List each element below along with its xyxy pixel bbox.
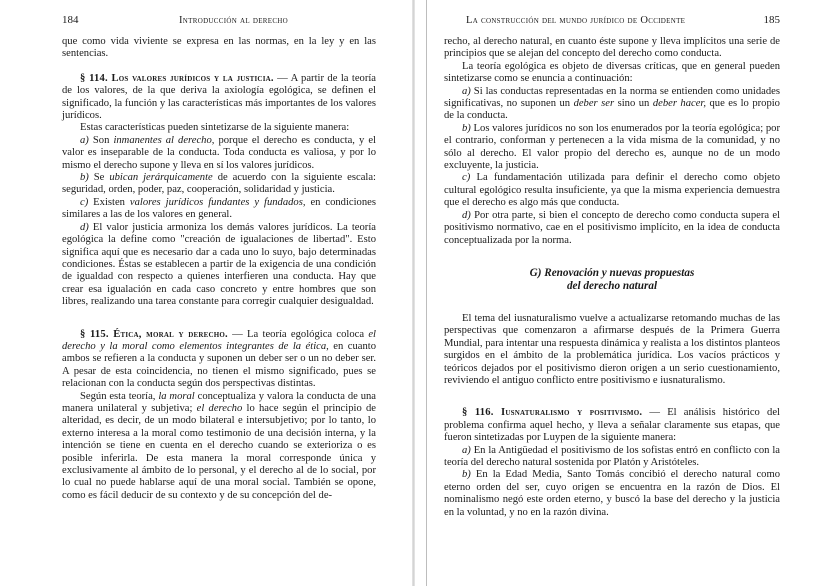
left-continuation-paragraph: que como vida viviente se expresa en las normas, en la ley y en las sentencias. (62, 36, 376, 60)
criticism-intro: La teoría egológica es objeto de diversas críticas, que en general pueden sintetizarse como se enuncia a continuación: (444, 60, 780, 85)
list-item-d: d) El valor justicia armoniza los demás valores jurídicos. La teoría egológica la define como "creación de igualaciones de libertad". Esto significa aquí que es necesario dar a cada uno lo suyo, bajo determinadas condiciones. Éstas se establecen a partir de la exigencia de una condición de igualdad con respecto a quienes interfieren una conducta. Hay que crear esa igualación en cada caso concreto y entre hombres que son libres, realizando una tarea constante para corregir cualquier desigualdad. (62, 221, 376, 308)
list-item-b: b) Se ubican jerárquicamente de acuerdo con la siguiente escala: seguridad, orden, poder, paz, cooperación, solidaridad y justicia. (62, 172, 376, 196)
criticism-item-a: a) Si las conductas representadas en la norma se entienden como unidades significativas, no suponen un deber ser sino un deber hacer, que es lo propio de la conducta. (444, 85, 780, 122)
criticism-item-d: d) Por otra parte, si bien el concepto de derecho como conducta supera el positivismo normativo, cae en el positivismo implícito, en la idea de conducta conceptualizada por la norma. (444, 209, 780, 246)
section-114-title: § 114. Los valores jurídicos y la justicia. (80, 72, 274, 84)
left-running-head (62, 14, 376, 28)
section-heading-g: G) Renovación y nuevas propuestas del derecho natural (529, 266, 695, 292)
moral-law-paragraph: Según esta teoría, la moral conceptualiza y valora la conducta de una manera unilateral y subjetiva; el derecho lo hace según el principio de alteridad, es decir, de un modo bilateral e intersubjetivo; por lo tanto, lo externo interesa a la moral como testimonio de una decisión interna, y la intención se tiene en cuenta en el derecho cuando se exterioriza o es posible inferirla. De esta manera la moral corresponde única y exclusivamente al ámbito de lo personal, y el derecho al de lo social, por lo cual no puede hablarse aquí de una moral social. También se opone, como es fácil deducir de su contexto y de su concepción del de- (62, 390, 376, 501)
right-running-title: La construcción del mundo jurídico de Occidente (466, 15, 686, 26)
section-116-paragraph: § 116. Iusnaturalismo y positivismo. — El análisis histórico del problema confirma aquel hecho, y lleva a señalar claramente sus etapas, que fueron sintetizadas por Luypen de la siguiente manera: (444, 407, 780, 444)
list-item-a: a) Son inmanentes al derecho, porque el derecho es conducta, y el valor es inseparable de la conducta. Toda conducta es valiosa, y por lo mismo el derecho supone y lleva en sí los valores jurídicos. (62, 134, 376, 171)
right-running-head (444, 14, 780, 28)
list-item-c: c) Existen valores jurídicos fundantes y fundados, en condiciones similares a las de los valores en general. (62, 196, 376, 221)
left-running-title: Introducción al derecho (179, 15, 288, 26)
criticism-item-c: c) La fundamentación utilizada para definir el derecho como objeto cultural egológico resulta insuficiente, ya que la misma experiencia demuestra que el derecho es algo más que conducta. (444, 172, 780, 209)
section-116-title: § 116. Iusnaturalismo y positivismo. (462, 407, 643, 419)
stage-item-b: b) En la Edad Media, Santo Tomás concibió el derecho natural como eterno orden del ser, cuyo origen se encuentra en la razón de Dios. El nominalismo negó este orden eterno, y buscó la base del derecho y la justicia en la voluntad, y no en la razón divina. (444, 469, 780, 518)
right-continuation-paragraph: recho, al derecho natural, en cuanto éste supone y lleva implícitos una serie de principios que se alejan del concepto del derecho como conducta. (444, 36, 780, 60)
section-115-title: § 115. Ética, moral y derecho. (80, 328, 228, 340)
section-114-paragraph: § 114. Los valores jurídicos y la justicia. — A partir de la teoría de los valores, de la que deriva la axiología egológica, se definen el significado, la función y las características más importantes de los valores jurídicos. (62, 72, 377, 122)
right-page (414, 0, 828, 586)
section-115-paragraph: § 115. Ética, moral y derecho. — La teoría egológica coloca el derecho y la moral como elementos integrantes de la ética, en cuanto ambos se refieren a la conducta y suponen un deber ser o un no deber ser. A pesar de esta coincidencia, no tienen el mismo significado, pues se relacionan con la conducta según dos perspectivas distintas. (62, 328, 376, 390)
criticism-item-b: b) Los valores jurídicos no son los enumerados por la teoría egológica; por el contrario, conforman y pertenecen a la vida misma de la comunidad, y no sólo al derecho. El valor propio del derecho es, aunque no de un modo excluyente, la justicia. (444, 122, 780, 172)
stage-item-a: a) En la Antigüedad el positivismo de los sofistas entró en conflicto con la teoría del derecho natural sostenida por Platón y Aristóteles. (444, 444, 780, 468)
iusnaturalism-paragraph: El tema del iusnaturalismo vuelve a actualizarse retomando muchas de las perspectivas que comenzaron a afirmarse después de la Primera Guerra Mundial, para intentar una respuesta dinámica y realista a los distintos planteos surgidos en el ámbito de la problemática jurídica. Los vacíos prácticos y teóricos dejados por el positivismo dieron origen a un serio cuestionamiento, reviviendo el antiguo conflicto entre positivismo e iusnaturalismo. (444, 312, 780, 386)
right-page-number: 185 (763, 14, 780, 26)
left-page-number: 184 (62, 14, 79, 26)
characteristics-intro: Estas características pueden sintetizarse de la siguiente manera: (80, 122, 350, 134)
